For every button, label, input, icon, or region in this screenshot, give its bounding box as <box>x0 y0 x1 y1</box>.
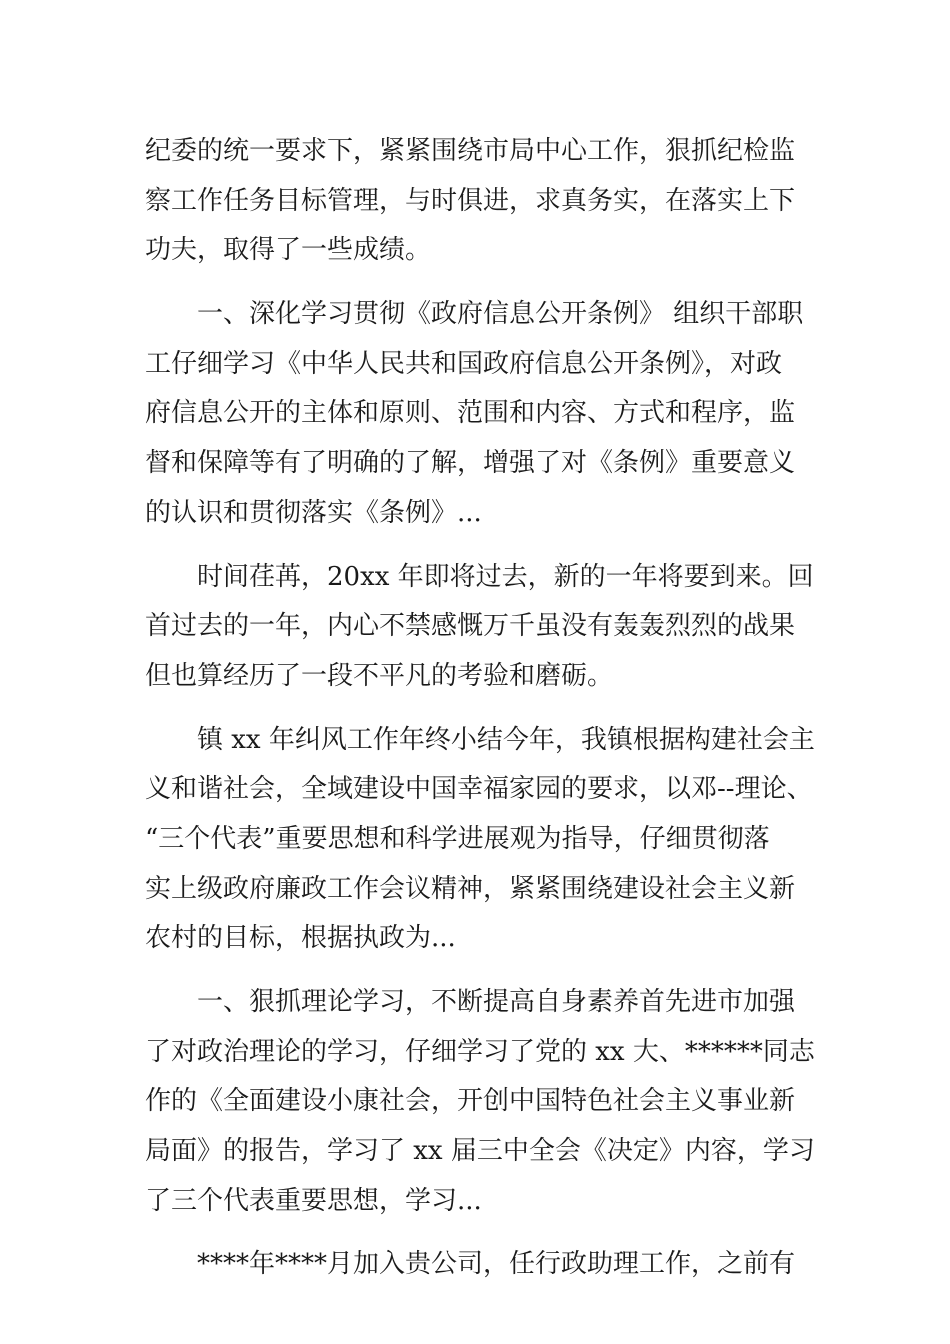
paragraph-gap <box>145 702 845 716</box>
text-line: 的认识和贯彻落实《条例》... <box>145 497 482 528</box>
paragraph-3 <box>145 553 845 702</box>
text-line: 镇 xx 年纠风工作年终小结今年，我镇根据构建社会主 <box>197 724 815 755</box>
text-line: 时间荏苒，20xx 年即将过去，新的一年将要到来。回 <box>197 561 814 592</box>
paragraph-gap <box>145 276 845 290</box>
paragraph-2 <box>145 290 845 538</box>
text-line: 农村的目标，根据执政为... <box>145 923 456 954</box>
text-line: 一、深化学习贯彻《政府信息公开条例》 组织干部职 <box>197 299 804 330</box>
text-line: 一、狠抓理论学习，不断提高自身素养首先进市加强 <box>197 987 796 1017</box>
text-line: 局面》的报告，学习了 xx 届三中全会《决定》内容，学习 <box>145 1136 815 1167</box>
text-line: 功夫，取得了一些成绩。 <box>145 235 432 266</box>
paragraph-6 <box>145 1240 845 1290</box>
document-body <box>145 127 845 1290</box>
text-line: 纪委的统一要求下，紧紧围绕市局中心工作，狠抓纪检监 <box>145 136 796 166</box>
paragraph-4 <box>145 716 845 964</box>
text-line: ****年****月加入贵公司，任行政助理工作，之前有 <box>197 1249 796 1280</box>
text-line: 作的《全面建设小康社会，开创中国特色社会主义事业新 <box>145 1086 796 1117</box>
paragraph-5 <box>145 978 845 1226</box>
text-line: 府信息公开的主体和原则、范围和内容、方式和程序，监 <box>145 398 796 429</box>
paragraph-gap <box>145 539 845 553</box>
text-line: 察工作任务目标管理，与时俱进，求真务实，在落实上下 <box>145 185 796 216</box>
text-line: 首过去的一年，内心不禁感慨万千虽没有轰轰烈烈的战果 <box>145 611 796 642</box>
paragraph-gap <box>145 964 845 978</box>
text-line: 实上级政府廉政工作会议精神，紧紧围绕建设社会主义新 <box>145 873 796 904</box>
text-line: 义和谐社会，全域建设中国幸福家园的要求，以邓--理论、 <box>145 774 813 805</box>
text-line: “三个代表”重要思想和科学进展观为指导，仔细贯彻落 <box>145 823 770 854</box>
text-line: 了三个代表重要思想，学习... <box>145 1185 482 1216</box>
paragraph-gap <box>145 1226 845 1240</box>
text-line: 但也算经历了一段不平凡的考验和磨砺。 <box>145 660 614 691</box>
text-line: 督和保障等有了明确的了解，增强了对《条例》重要意义 <box>145 448 796 479</box>
text-line: 工仔细学习《中华人民共和国政府信息公开条例》，对政 <box>145 348 783 379</box>
paragraph-1 <box>145 127 845 276</box>
text-line: 了对政治理论的学习，仔细学习了党的 xx 大、******同志 <box>145 1036 815 1067</box>
